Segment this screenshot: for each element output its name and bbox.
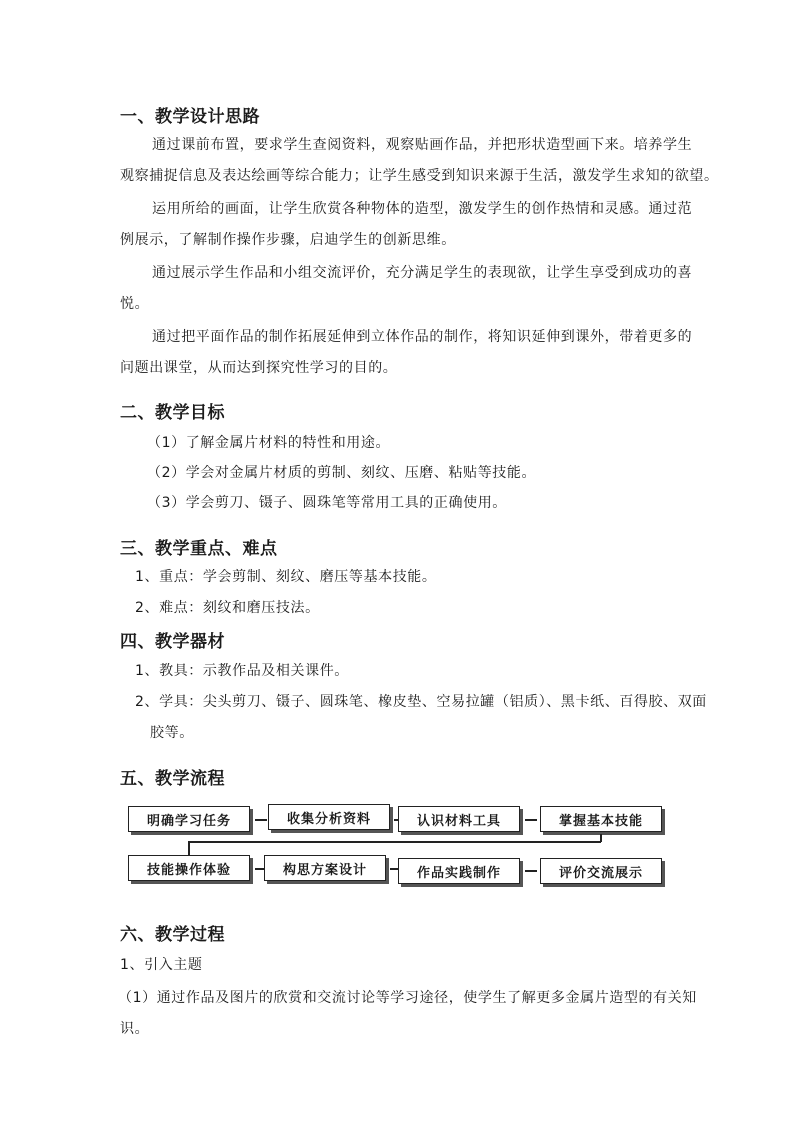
equipment-item: 1、教具：示教作品及相关课件。 <box>135 663 349 679</box>
paragraph-line: 观察捕捉信息及表达绘画等综合能力；让学生感受到知识来源于生活，激发学生求知的欲望。 <box>120 168 719 184</box>
flow-step: 收集分析资料 <box>268 804 390 830</box>
goal-item: （1）了解金属片材料的特性和用途。 <box>147 435 391 451</box>
paragraph-line: 通过课前布置，要求学生查阅资料，观察贴画作品，并把形状造型画下来。培养学生 <box>152 137 693 153</box>
section-heading-focus: 三、教学重点、难点 <box>120 539 278 559</box>
paragraph-line: （1）通过作品及图片的欣赏和交流讨论等学习途径，使学生了解更多金属片造型的有关知 <box>118 990 697 1006</box>
flow-step: 技能操作体验 <box>128 855 250 881</box>
flow-step: 构思方案设计 <box>264 855 386 881</box>
paragraph-line: 识。 <box>120 1021 150 1037</box>
paragraph-line: 通过把平面作品的制作拓展延伸到立体作品的制作，将知识延伸到课外，带着更多的 <box>152 329 693 345</box>
flow-step: 掌握基本技能 <box>540 806 662 832</box>
paragraph-line: 运用所给的画面，让学生欣赏各种物体的造型，激发学生的创作热情和灵感。通过范 <box>152 201 693 217</box>
step-heading: 1、引入主题 <box>120 957 203 973</box>
section-heading-goals: 二、教学目标 <box>120 403 225 423</box>
flow-step: 评价交流展示 <box>540 858 662 884</box>
paragraph-line: 通过展示学生作品和小组交流评价，充分满足学生的表现欲，让学生享受到成功的喜 <box>152 265 693 281</box>
flow-step: 作品实践制作 <box>398 858 520 884</box>
flow-connector <box>255 819 267 821</box>
goal-item: （3）学会剪刀、镊子、圆珠笔等常用工具的正确使用。 <box>147 495 507 511</box>
flow-wrap-connector <box>188 841 601 843</box>
section-heading-equipment: 四、教学器材 <box>120 632 225 652</box>
focus-item: 1、重点：学会剪制、刻纹、磨压等基本技能。 <box>135 569 437 585</box>
section-heading-flow: 五、教学流程 <box>120 769 225 789</box>
flow-connector <box>525 870 537 872</box>
goal-item: （2）学会对金属片材质的剪制、刻纹、压磨、粘贴等技能。 <box>147 465 537 481</box>
flow-wrap-connector <box>188 841 190 855</box>
flow-connector <box>525 819 537 821</box>
paragraph-line: 例展示，了解制作操作步骤，启迪学生的创新思维。 <box>120 232 456 248</box>
equipment-item: 2、学具：尖头剪刀、镊子、圆珠笔、橡皮垫、空易拉罐（铝质）、黑卡纸、百得胶、双面 <box>135 694 707 710</box>
section-heading-process: 六、教学过程 <box>120 925 225 945</box>
flow-step: 明确学习任务 <box>128 806 250 832</box>
section-heading-design-idea: 一、教学设计思路 <box>120 107 260 127</box>
flow-step: 认识材料工具 <box>398 806 520 832</box>
paragraph-line: 问题出课堂，从而达到探究性学习的目的。 <box>120 360 398 376</box>
focus-item: 2、难点：刻纹和磨压技法。 <box>135 600 320 616</box>
equipment-item-continued: 胶等。 <box>150 725 194 741</box>
paragraph-line: 悦。 <box>120 296 150 312</box>
